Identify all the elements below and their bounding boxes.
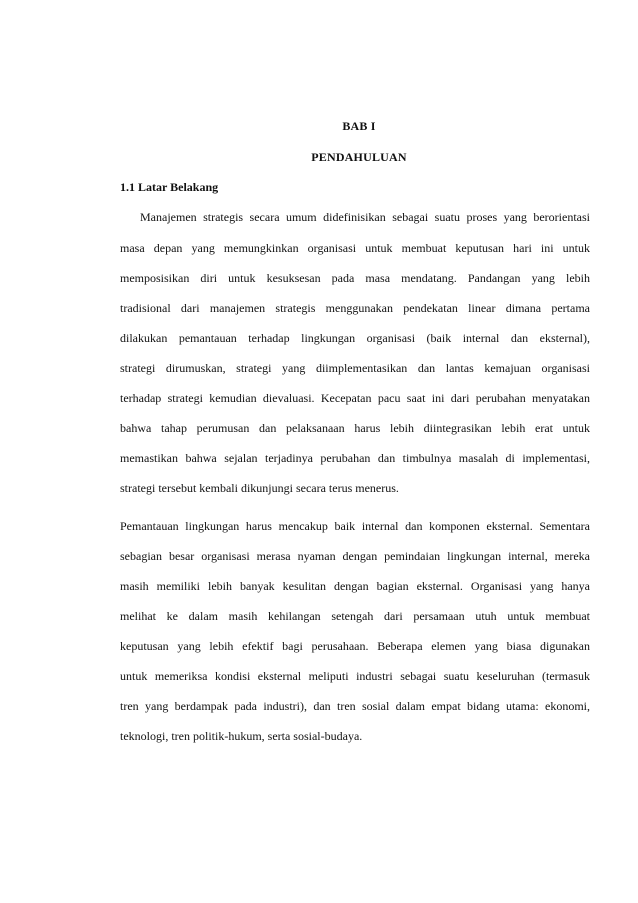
paragraph-line: keputusan yang lebih efektif bagi perusahaan. Beberapa elemen yang biasa digunakan [120, 639, 590, 653]
paragraph-line: memastikan bahwa sejalan terjadinya perubahan dan timbulnya masalah di implementasi, [120, 451, 590, 465]
paragraph-line: sebagian besar organisasi merasa nyaman dengan pemindaian lingkungan internal, mereka [120, 549, 590, 563]
paragraph-line: masih memiliki lebih banyak kesulitan dengan bagian eksternal. Organisasi yang hanya [120, 579, 590, 593]
paragraph-line: Manajemen strategis secara umum didefinisikan sebagai suatu proses yang berorientasi [140, 210, 590, 224]
paragraph-line: bahwa tahap perumusan dan pelaksanaan harus lebih diintegrasikan lebih erat untuk [120, 421, 590, 435]
chapter-number: BAB I [342, 119, 376, 133]
section-title: 1.1 Latar Belakang [120, 180, 219, 194]
paragraph-line: teknologi, tren politik-hukum, serta sosial-budaya. [120, 729, 363, 743]
paragraph-line: terhadap strategi kemudian dievaluasi. Kecepatan pacu saat ini dari perubahan menyatakan [120, 391, 590, 405]
paragraph-line: masa depan yang memungkinkan organisasi untuk membuat keputusan hari ini untuk [120, 241, 590, 255]
chapter-title: PENDAHULUAN [311, 150, 407, 164]
paragraph-line: melihat ke dalam masih kehilangan setengah dari persamaan utuh untuk membuat [120, 609, 590, 623]
paragraph-line: tradisional dari manajemen strategis menggunakan pendekatan linear dimana pertama [120, 301, 590, 315]
paragraph-line: untuk memeriksa kondisi eksternal meliputi industri sebagai suatu keseluruhan (termasuk [120, 669, 590, 683]
paragraph-line: dilakukan pemantauan terhadap lingkungan organisasi (baik internal dan eksternal), [120, 331, 590, 345]
paragraph-line: tren yang berdampak pada industri), dan tren sosial dalam empat bidang utama: ekonomi, [120, 699, 590, 713]
paragraph-line: Pemantauan lingkungan harus mencakup baik internal dan komponen eksternal. Sementara [120, 519, 590, 533]
paragraph-line: memposisikan diri untuk kesuksesan pada masa mendatang. Pandangan yang lebih [120, 271, 590, 285]
paragraph-line: strategi dirumuskan, strategi yang diimplementasikan dan lantas kemajuan organisasi [120, 361, 590, 375]
paragraph-line: strategi tersebut kembali dikunjungi secara terus menerus. [120, 481, 399, 495]
